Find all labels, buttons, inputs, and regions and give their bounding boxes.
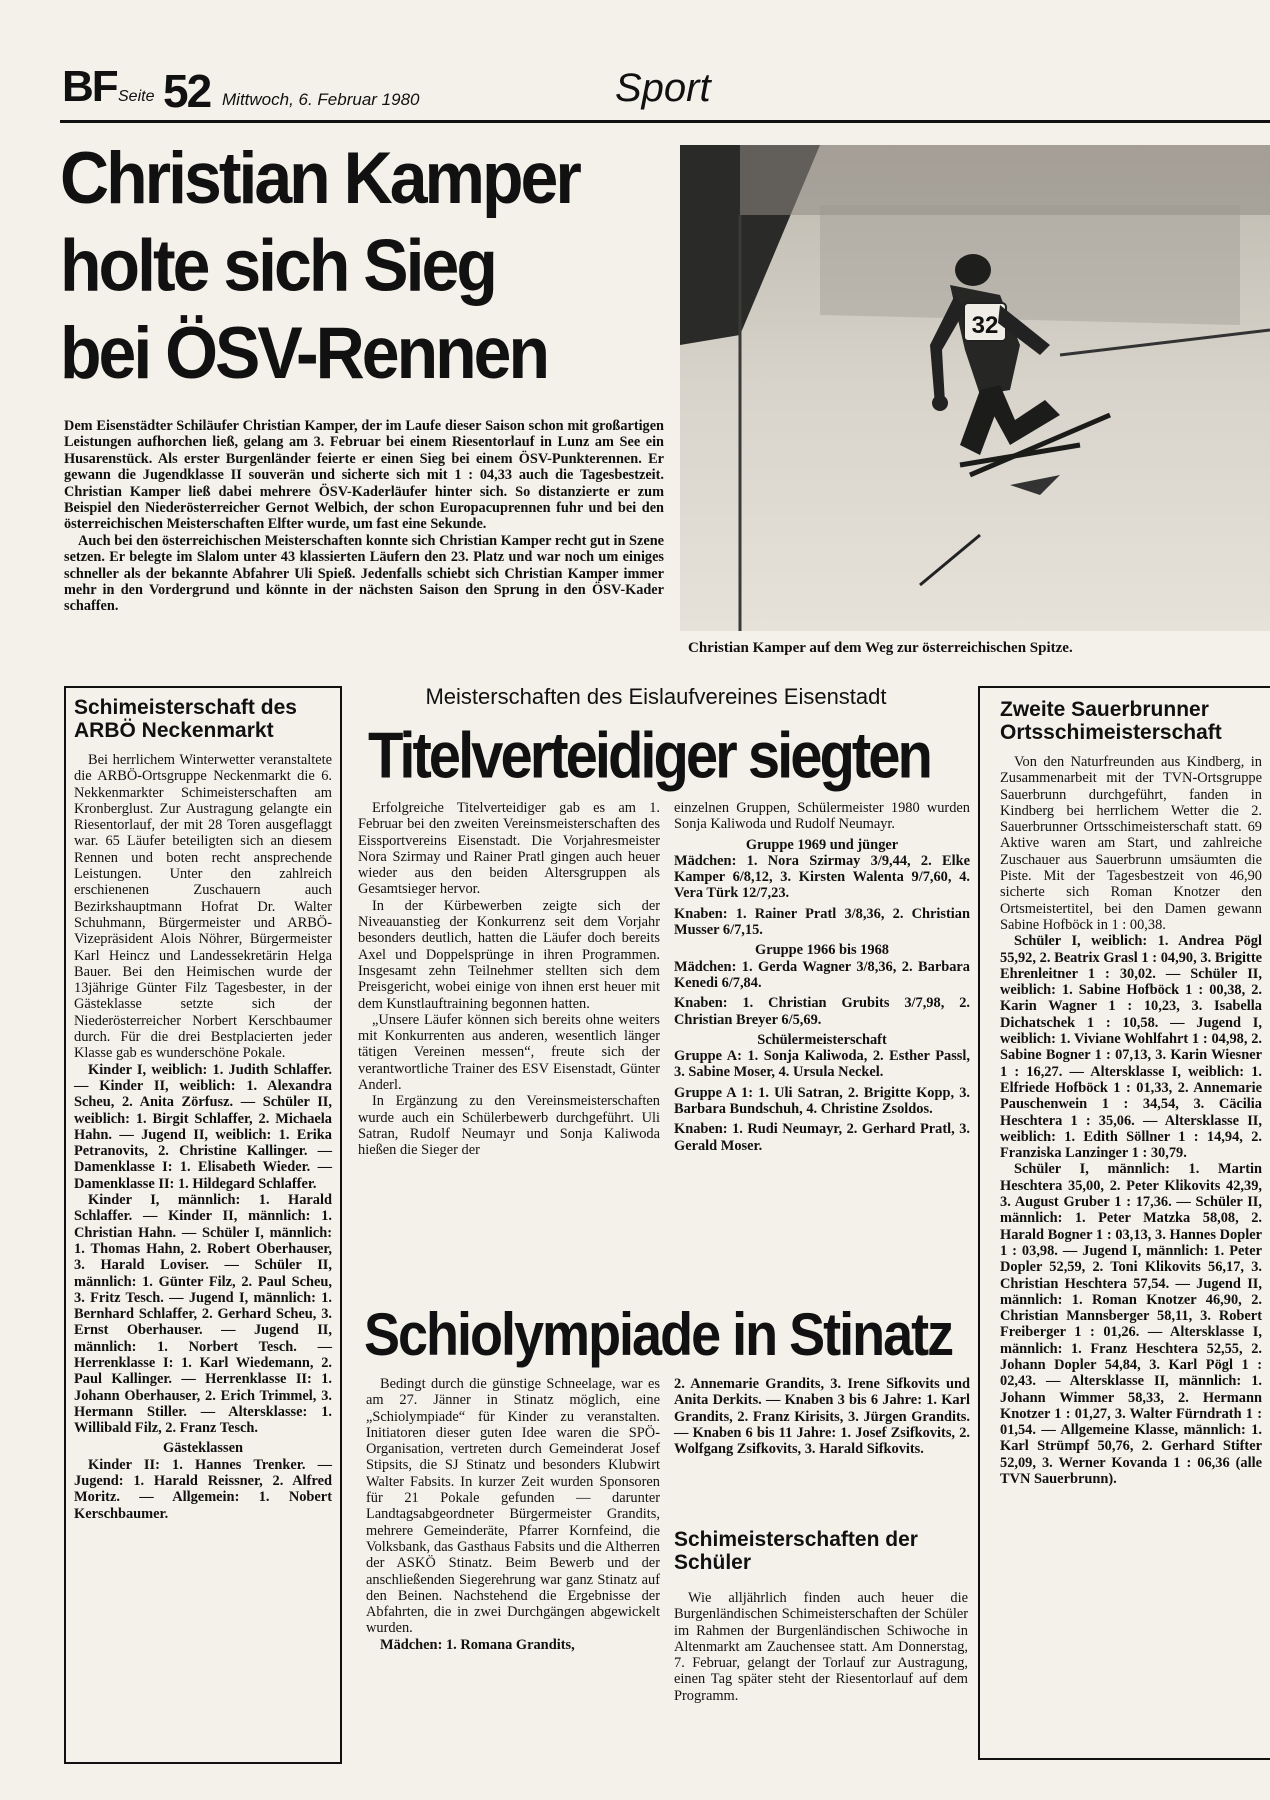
eislauf-headline: Titelverteidiger siegten (368, 719, 930, 792)
schueler-headline: Schimeisterschaften der Schüler (674, 1528, 918, 1574)
main-headline-line-3: bei ÖSV-Rennen (60, 312, 547, 395)
eislauf-group-1969-title: Gruppe 1969 und jünger (745, 836, 899, 853)
eislauf-group-a: Gruppe A: 1. Sonja Kaliwoda, 2. Esther Passl, 3. Sabine Moser, 4. Ursula Neckel. (674, 1048, 970, 1081)
neckenmarkt-body (74, 752, 332, 1522)
eislauf-column-1 (358, 800, 660, 1159)
eislauf-group-1969-girls: Mädchen: 1. Nora Szirmay 3/9,44, 2. Elke Kamper 6/8,12, 3. Kirsten Walenta 9/7,60, 4. Vera Türk 12/7,23. (674, 852, 970, 902)
bib-number: 32 (971, 312, 999, 339)
sauerbrunn-headline: Zweite Sauerbrunner Ortsschimeisterschaft (1000, 698, 1222, 744)
main-headline-line-1: Christian Kamper (60, 137, 579, 220)
eislauf-group-1969-boys: Knaben: 1. Rainer Pratl 3/8,36, 2. Christian Musser 6/7,15. (674, 905, 970, 939)
eislauf-paragraph-3: „Unsere Läufer können sich bereits ohne weiters mit Konkurrenten aus anderen, wesentlich länger tätigen Vereinen messen“, freute sich der verantwortliche Trainer des ESV Eisenstadt, Günter Anderl. (358, 1011, 660, 1094)
page-number: 52 (163, 65, 211, 117)
masthead-logo: BF (62, 62, 117, 111)
eislauf-paragraph-4: In Ergänzung zu den Vereinsmeisterschaften wurde auch ein Schülerbewerb durchgeführt. Uli Satran, Rudolf Neumayr und Sonja Kaliwoda hießen die Sieger der (358, 1093, 660, 1159)
stinatz-column-1 (366, 1376, 660, 1653)
photo-caption: Christian Kamper auf dem Weg zur österreichischen Spitze. (688, 640, 1073, 656)
main-headline-line-2: holte sich Sieg (60, 224, 495, 307)
skier-photo (680, 145, 1270, 631)
eislauf-kicker: Meisterschaften des Eislaufvereines Eisenstadt (425, 684, 887, 709)
eislauf-paragraph-2: In der Kürbewerben zeigte sich der Niveauanstieg der Konkurrenz seit dem Vorjahr besonders deutlich, hatten die Läufer doch bereits Axel und Doppelsprünge in ihren Programmen. Insgesamt zehn Teilnehmer stellten sich dem Preisgericht, wobei einige von ihnen erst heuer mit dem Kunstlauftraining begonnen hatten. (358, 897, 660, 1012)
neckenmarkt-guests-title: Gästeklassen (163, 1440, 243, 1457)
main-headline (60, 135, 660, 397)
sauerbrunn-results-men: Schüler I, männlich: 1. Martin Heschtera 35,00, 2. Peter Klikovits 42,39, 3. August Gruber 1 : 17,36. — Schüler II, männlich: 1. Peter Matzka 58,08, 2. Harald Bogner 1 : 03,13, 3. Hannes Dopler 1 : 03,98. — Jugend I, männlich: 1. Peter Dopler 52,59, 2. Toni Klikovits 56,17, 3. Christian Heschtera 57,54. — Jugend II, männlich: 1. Roman Knotzer 46,90, 2. Christian Mannsberger 58,11, 3. Robert Freiberger 1 : 01,26. — Altersklasse I, männlich: 1. Franz Heschtera 52,55, 2. Johann Dopler 54,84, 3. Karl Pögl 1 : 02,43. — Altersklasse II, männlich: 1. Johann Wimmer 58,33, 2. Hermann Knotzer 1 : 01,27, 3. Walter Fürndrath 1 : 01,54. — Allgemeine Klasse, männlich: 1. Karl Strümpf 50,76, 2. Gerhard Stifter 52,09, 3. Werner Kovanda 1 : 06,36 (alle TVN Sauerbrunn). (1000, 1161, 1262, 1488)
sauerbrunn-body (1000, 754, 1262, 1487)
main-lead (64, 418, 664, 615)
stinatz-headline: Schiolympiade in Stinatz (364, 1301, 953, 1369)
neckenmarkt-guests-results: Kinder II: 1. Hannes Trenker. — Jugend: 1. Harald Reissner, 2. Alfred Moritz. — Allgemein: 1. Nobert Kerschbaumer. (74, 1456, 332, 1522)
main-lead-paragraph-1: Dem Eisenstädter Schiläufer Christian Kamper, der im Laufe dieser Saison schon mit großartigen Leistungen aufhorchen ließ, gelang am 3. Februar bei einem Riesentorlauf in Lunz am See ein Husarenstück. Als erster Burgenländer feierte er einen Sieg bei einem ÖSV-Punkterennen. Er gewann die Jugendklasse II souverän und sicherte sich mit 1 : 04,33 auch die Tagesbestzeit. Christian Kamper ließ dabei mehrere ÖSV-Kaderläufer hinter sich. So distanzierte er zum Beispiel den Niederösterreicher Gernot Welbich, der schon Europacuprennen fuhr und bei den österreichischen Meisterschaften Elfter wurde, um fast eine Sekunde. (64, 418, 664, 533)
masthead-seite-label: Seite (118, 88, 155, 105)
eislauf-column-2 (674, 800, 970, 1154)
stinatz-results: 2. Annemarie Grandits, 3. Irene Sifkovits und Anita Derkits. — Knaben 3 bis 6 Jahre: 1. Karl Grandits, 2. Franz Kirisits, 3. Jürgen Grandits. — Knaben 6 bis 11 Jahre: 1. Josef Zsifkovits, 2. Wolfgang Zsifkovits, 3. Harald Sifkovits. (674, 1376, 970, 1458)
schueler-body (674, 1590, 968, 1704)
sauerbrunn-results-women: Schüler I, weiblich: 1. Andrea Pögl 55,92, 2. Beatrix Grasl 1 : 04,90, 3. Brigitte Ehrenleitner 1 : 30,02. — Schüler II, weiblich: 1. Sabine Hofböck 1 : 00,38, 2. Karin Wagner 1 : 10,23, 3. Isabella Dichatschek 1 : 10,58. — Jugend I, weiblich: 1. Viviane Wohlfahrt 1 : 04,98, 2. Sabine Bogner 1 : 07,13, 3. Karin Wiesner 1 : 16,27. — Altersklasse I, weiblich: 1. Elfriede Hofböck 1 : 01,33, 2. Annemarie Pauschenwein 1 : 34,54, 3. Cäcilia Heschtera 1 : 35,06. — Altersklasse II, weiblich: 1. Edith Söllner 1 : 14,94, 2. Franziska Lanzinger 1 : 30,79. (1000, 933, 1262, 1162)
stinatz-results-start: Mädchen: 1. Romana Grandits, (380, 1636, 575, 1653)
eislauf-paragraph-1: Erfolgreiche Titelverteidiger gab es am 1. Februar bei den zweiten Vereinsmeisterschaften des Eissportvereins Eisenstadt. Die Vorjahresmeister Nora Szirmay und Rainer Pratl gingen auch heuer wieder aus den beiden Altersgruppen als Gesamtsieger hervor. (358, 800, 660, 898)
sauerbrunn-intro: Von den Naturfreunden aus Kindberg, in Zusammenarbeit mit der TVN-Ortsgruppe Sauerbrunn durchgeführt, fanden in Kindberg bei herrlichem Wetter die 2. Sauerbrunner Ortsschimeisterschaft statt. 69 Aktive waren am Start, und zahlreiche Zuschauer aus Sauerbrunn umsäumten die Piste. Mit der Tagesbestzeit von 46,90 sicherte sich Roman Knotzer den Ortsmeistertitel, bei den Damen gewann Sabine Hofböck in 1 : 00,38. (1000, 754, 1262, 933)
eislauf-col2-intro: einzelnen Gruppen, Schülermeister 1980 wurden Sonja Kaliwoda und Rudolf Neumayr. (674, 800, 970, 833)
neckenmarkt-headline: Schimeisterschaft des ARBÖ Neckenmarkt (74, 696, 297, 742)
masthead-rule (60, 120, 1270, 123)
eislauf-group-1966-girls: Mädchen: 1. Gerda Wagner 3/8,36, 2. Barbara Kenedi 6/7,84. (674, 958, 970, 991)
main-lead-paragraph-2: Auch bei den österreichischen Meisterschaften konnte sich Christian Kamper recht gut in Szene setzen. Er belegte im Slalom unter 43 klassierten Läufern den 23. Platz und war noch um einiges schneller als der bekannte Abfahrer Uli Spieß. Jedenfalls schiebt sich Christian Kamper immer mehr in den Vordergrund und könnte in der nächsten Saison den Sprung in den ÖSV-Kader schaffen. (64, 532, 664, 615)
eislauf-schuelermeisterschaft-title: Schülermeisterschaft (757, 1031, 887, 1048)
masthead-date: Mittwoch, 6. Februar 1980 (222, 90, 420, 109)
eislauf-group-a1: Gruppe A 1: 1. Uli Satran, 2. Brigitte Kopp, 3. Barbara Bundschuh, 4. Christine Zsoldos. (674, 1084, 970, 1118)
eislauf-group-1966-boys: Knaben: 1. Christian Grubits 3/7,98, 2. Christian Breyer 6/5,69. (674, 995, 970, 1028)
stinatz-column-2 (674, 1376, 970, 1457)
schueler-paragraph: Wie alljährlich finden auch heuer die Burgenländischen Schimeisterschaften der Schüler im Rahmen der Burgenländischen Schiwoche in Altenmarkt am Zauchensee statt. Am Donnerstag, 7. Februar, gelangt der Torlauf zur Austragung, einen Tag später steht der Riesentorlauf auf dem Programm. (674, 1590, 968, 1704)
section-title: Sport (615, 66, 711, 110)
neckenmarkt-results-women: Kinder I, weiblich: 1. Judith Schlaffer. — Kinder II, weiblich: 1. Alexandra Scheu, 2. Anita Zörfusz. — Schüler II, weiblich: 1. Birgit Schlaffer, 2. Michaela Hahn. — Jugend II, weiblich: 1. Erika Petranovits, 2. Christine Kallinger. — Damenklasse I: 1. Elisabeth Wieder. — Damenklasse II: 1. Hildegard Schlaffer. (74, 1061, 332, 1192)
eislauf-group-1966-title: Gruppe 1966 bis 1968 (755, 942, 889, 959)
neckenmarkt-intro: Bei herrlichem Winterwetter veranstaltete die ARBÖ-Ortsgruppe Neckenmarkt die 6. Nekkenmarkter Schimeisterschaften am Kronberglust. Zur Austragung gelangte ein Riesentorlauf, der mit 28 Toren ausgeflaggt war. 65 Läufer beteiligten sich an diesem Rennen und boten recht ansprechende Leistungen. Unter den zahlreich erschienenen Zuschauern auch Bezirkshauptmann Hofrat Dr. Walter Schuhmann, Bürgermeister und ARBÖ-Vizepräsident Alois Nöhrer, Bürgermeister Karl Heincz und Landessekretärin Helga Bauer. Bei den Heimischen wurde der 13jährige Günter Filz Tagesbester, in der Gästeklasse setzte sich der Niederösterreicher Norbert Kerschbaumer durch. Für die drei Bestplacierten jeder Klasse gab es wunderschöne Pokale. (74, 752, 332, 1062)
skier-photo-graphic (680, 145, 1270, 631)
stinatz-paragraph-1: Bedingt durch die günstige Schneelage, war es am 27. Jänner in Stinatz möglich, eine „Schiolympiade“ für Kinder zu veranstalten. Initiatoren dieser guten Idee waren die SPÖ-Organisation, vertreten durch Gemeinderat Josef Stipsits, die SJ Stinatz und besonders Klubwirt Walter Fabsits. In kurzer Zeit wurden Sponsoren für 21 Pokale gefunden — darunter Landtagsabgeordneter Bürgermeister Grandits, mehrere Gemeinderäte, Pfarrer Kornfeind, die Volksbank, das Gasthaus Fabsits und die Altherren der ASKÖ Stinatz. Beim Bewerb und der anschließenden Siegerehrung war ganz Stinatz auf den Beinen. Nachstehend die Ergebnisse der Abfahrten, die in zwei Durchgängen abgewickelt wurden. (366, 1376, 660, 1637)
neckenmarkt-results-men: Kinder I, männlich: 1. Harald Schlaffer. — Kinder II, männlich: 1. Christian Hahn. — Schüler I, männlich: 1. Thomas Hahn, 2. Robert Oberhauser, 3. Harald Loviser. — Schüler II, männlich: 1. Günter Filz, 2. Paul Scheu, 3. Fritz Tesch. — Jugend I, männlich: 1. Bernhard Schlaffer, 2. Gerhard Scheu, 3. Ernst Oberhauser. — Jugend II, männlich: 1. Norbert Tesch. — Herrenklasse I: 1. Karl Wiedemann, 2. Paul Kallinger. — Herrenklasse II: 1. Johann Oberhauser, 2. Erich Trimmel, 3. Hermann Stiller. — Altersklasse: 1. Willibald Filz, 2. Franz Tesch. (74, 1192, 332, 1437)
eislauf-schueler-boys: Knaben: 1. Rudi Neumayr, 2. Gerhard Pratl, 3. Gerald Moser. (674, 1121, 970, 1154)
